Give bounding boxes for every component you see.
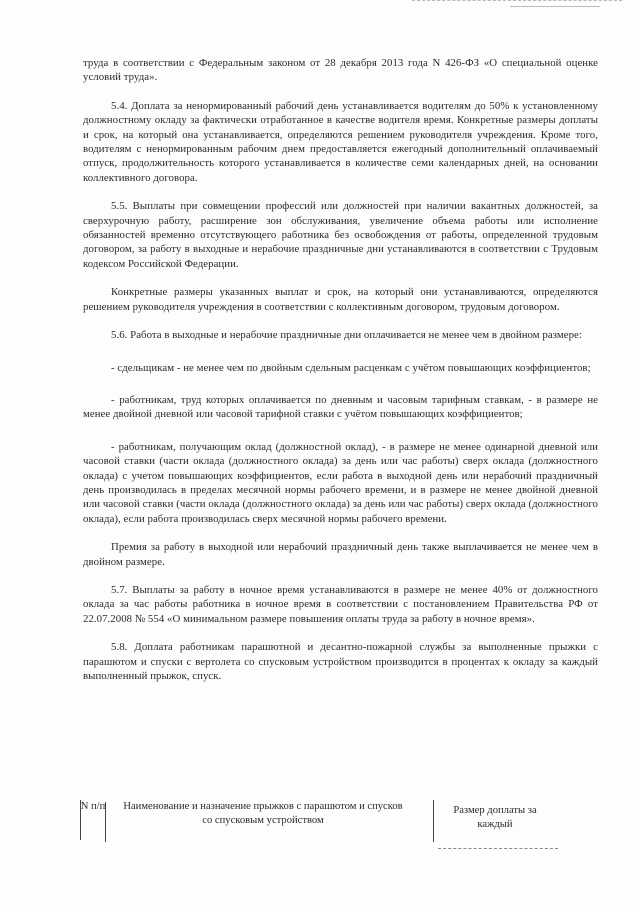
paragraph-bonus: Премия за работу в выходной или нерабочий праздничный день также выплачивается не менее чем в двойном размере. — [83, 541, 598, 568]
list-item-tariff-workers: - работникам, труд которых оплачивается по дневным и часовым тарифным ставкам, - в размере не менее двойной дневной или часовой тарифной ставки с учётом повышающих коэффициентов; — [83, 393, 598, 421]
table-border — [438, 848, 558, 850]
table-header-number-label: N п/п — [80, 801, 106, 812]
table-border — [433, 800, 434, 842]
list-item-salaried-workers: - работникам, получающим оклад (должностной оклад), - в размере не менее одинарной дневной или часовой ставки (части оклада (должностного оклада) за день или час работы) сверх оклада (должностного оклада) с учетом повышающих коэффициентов, если работа в выходной день или нерабочий праздничный день производилась в пределах месячной нормы рабочего времени, и в размере не менее двойной дневной или часовой ставки (части оклада (должностного оклада) за день или час работы) сверх оклада (должностного оклада), если работа производилась сверх месячной нормы рабочего времени. — [83, 440, 598, 525]
paragraph-5-4: 5.4. Доплата за ненормированный рабочий день устанавливается водителям до 50% к установленному должностному окладу за фактически отработанное в качестве водителя время. Конкретные размеры доплаты и срок, на который она устанавливается, определяются решением руководителя учреждения. Кроме того, водителям с ненормированным рабочим днем предоставляется ежегодный дополнительный оплачиваемый отпуск, продолжительность которого устанавливается в количестве семи календарных дней, на основании коллективного договора. — [83, 99, 598, 184]
table-border — [80, 800, 81, 840]
paragraph-5-6: 5.6. Работа в выходные и нерабочие праздничные дни оплачивается не менее чем в двойном размере: — [111, 329, 582, 342]
table-header-number — [78, 800, 108, 814]
scan-artifact — [510, 6, 600, 7]
document-body — [83, 56, 598, 683]
scan-artifact — [412, 0, 622, 4]
table-border — [105, 802, 106, 842]
paragraph-continuation: труда в соответствии с Федеральным законом от 28 декабря 2013 года N 426-ФЗ «О специальной оценке условий труда». — [83, 57, 598, 84]
table-header-payment: Размер доплаты за каждый — [453, 805, 537, 830]
list-item-piece-workers: - сдельщикам - не менее чем по двойным сдельным расценкам с учётом повышающих коэффициентов; — [111, 361, 591, 374]
paragraph-specific-amounts: Конкретные размеры указанных выплат и срок, на который они устанавливаются, определяются решением руководителя учреждения в соответствии с коллективным договором, трудовым договором. — [83, 286, 598, 313]
table-header — [78, 796, 558, 852]
paragraph-5-5: 5.5. Выплаты при совмещении профессий или должностей при наличии вакантных должностей, за сверхурочную работу, расширение зон обслуживания, увеличение объема работы или исполнение обязанностей временно отсутствующего работника без освобождения от работы, определенной трудовым договором, за работу в выходные и нерабочие праздничные дни устанавливаются в соответствии с Трудовым кодексом Российской Федерации. — [83, 200, 598, 270]
paragraph-5-8: 5.8. Доплата работникам парашютной и десантно-пожарной службы за выполненные прыжки с парашютом и спуски с вертолета со спусковым устройством производится в процентах к окладу за каждый выполненный прыжок, спуск. — [83, 641, 598, 682]
paragraph-5-7: 5.7. Выплаты за работу в ночное время устанавливаются в размере не менее 40% от должностного оклада за час работы работника в ночное время в соответствии с постановлением Правительства РФ от 22.07.2008 № 554 «О минимальном размере повышения оплаты труда за работу в ночное время». — [83, 583, 598, 625]
table-header-name: Наименование и назначение прыжков с парашютом и спусков со спусковым устройством — [123, 801, 403, 826]
